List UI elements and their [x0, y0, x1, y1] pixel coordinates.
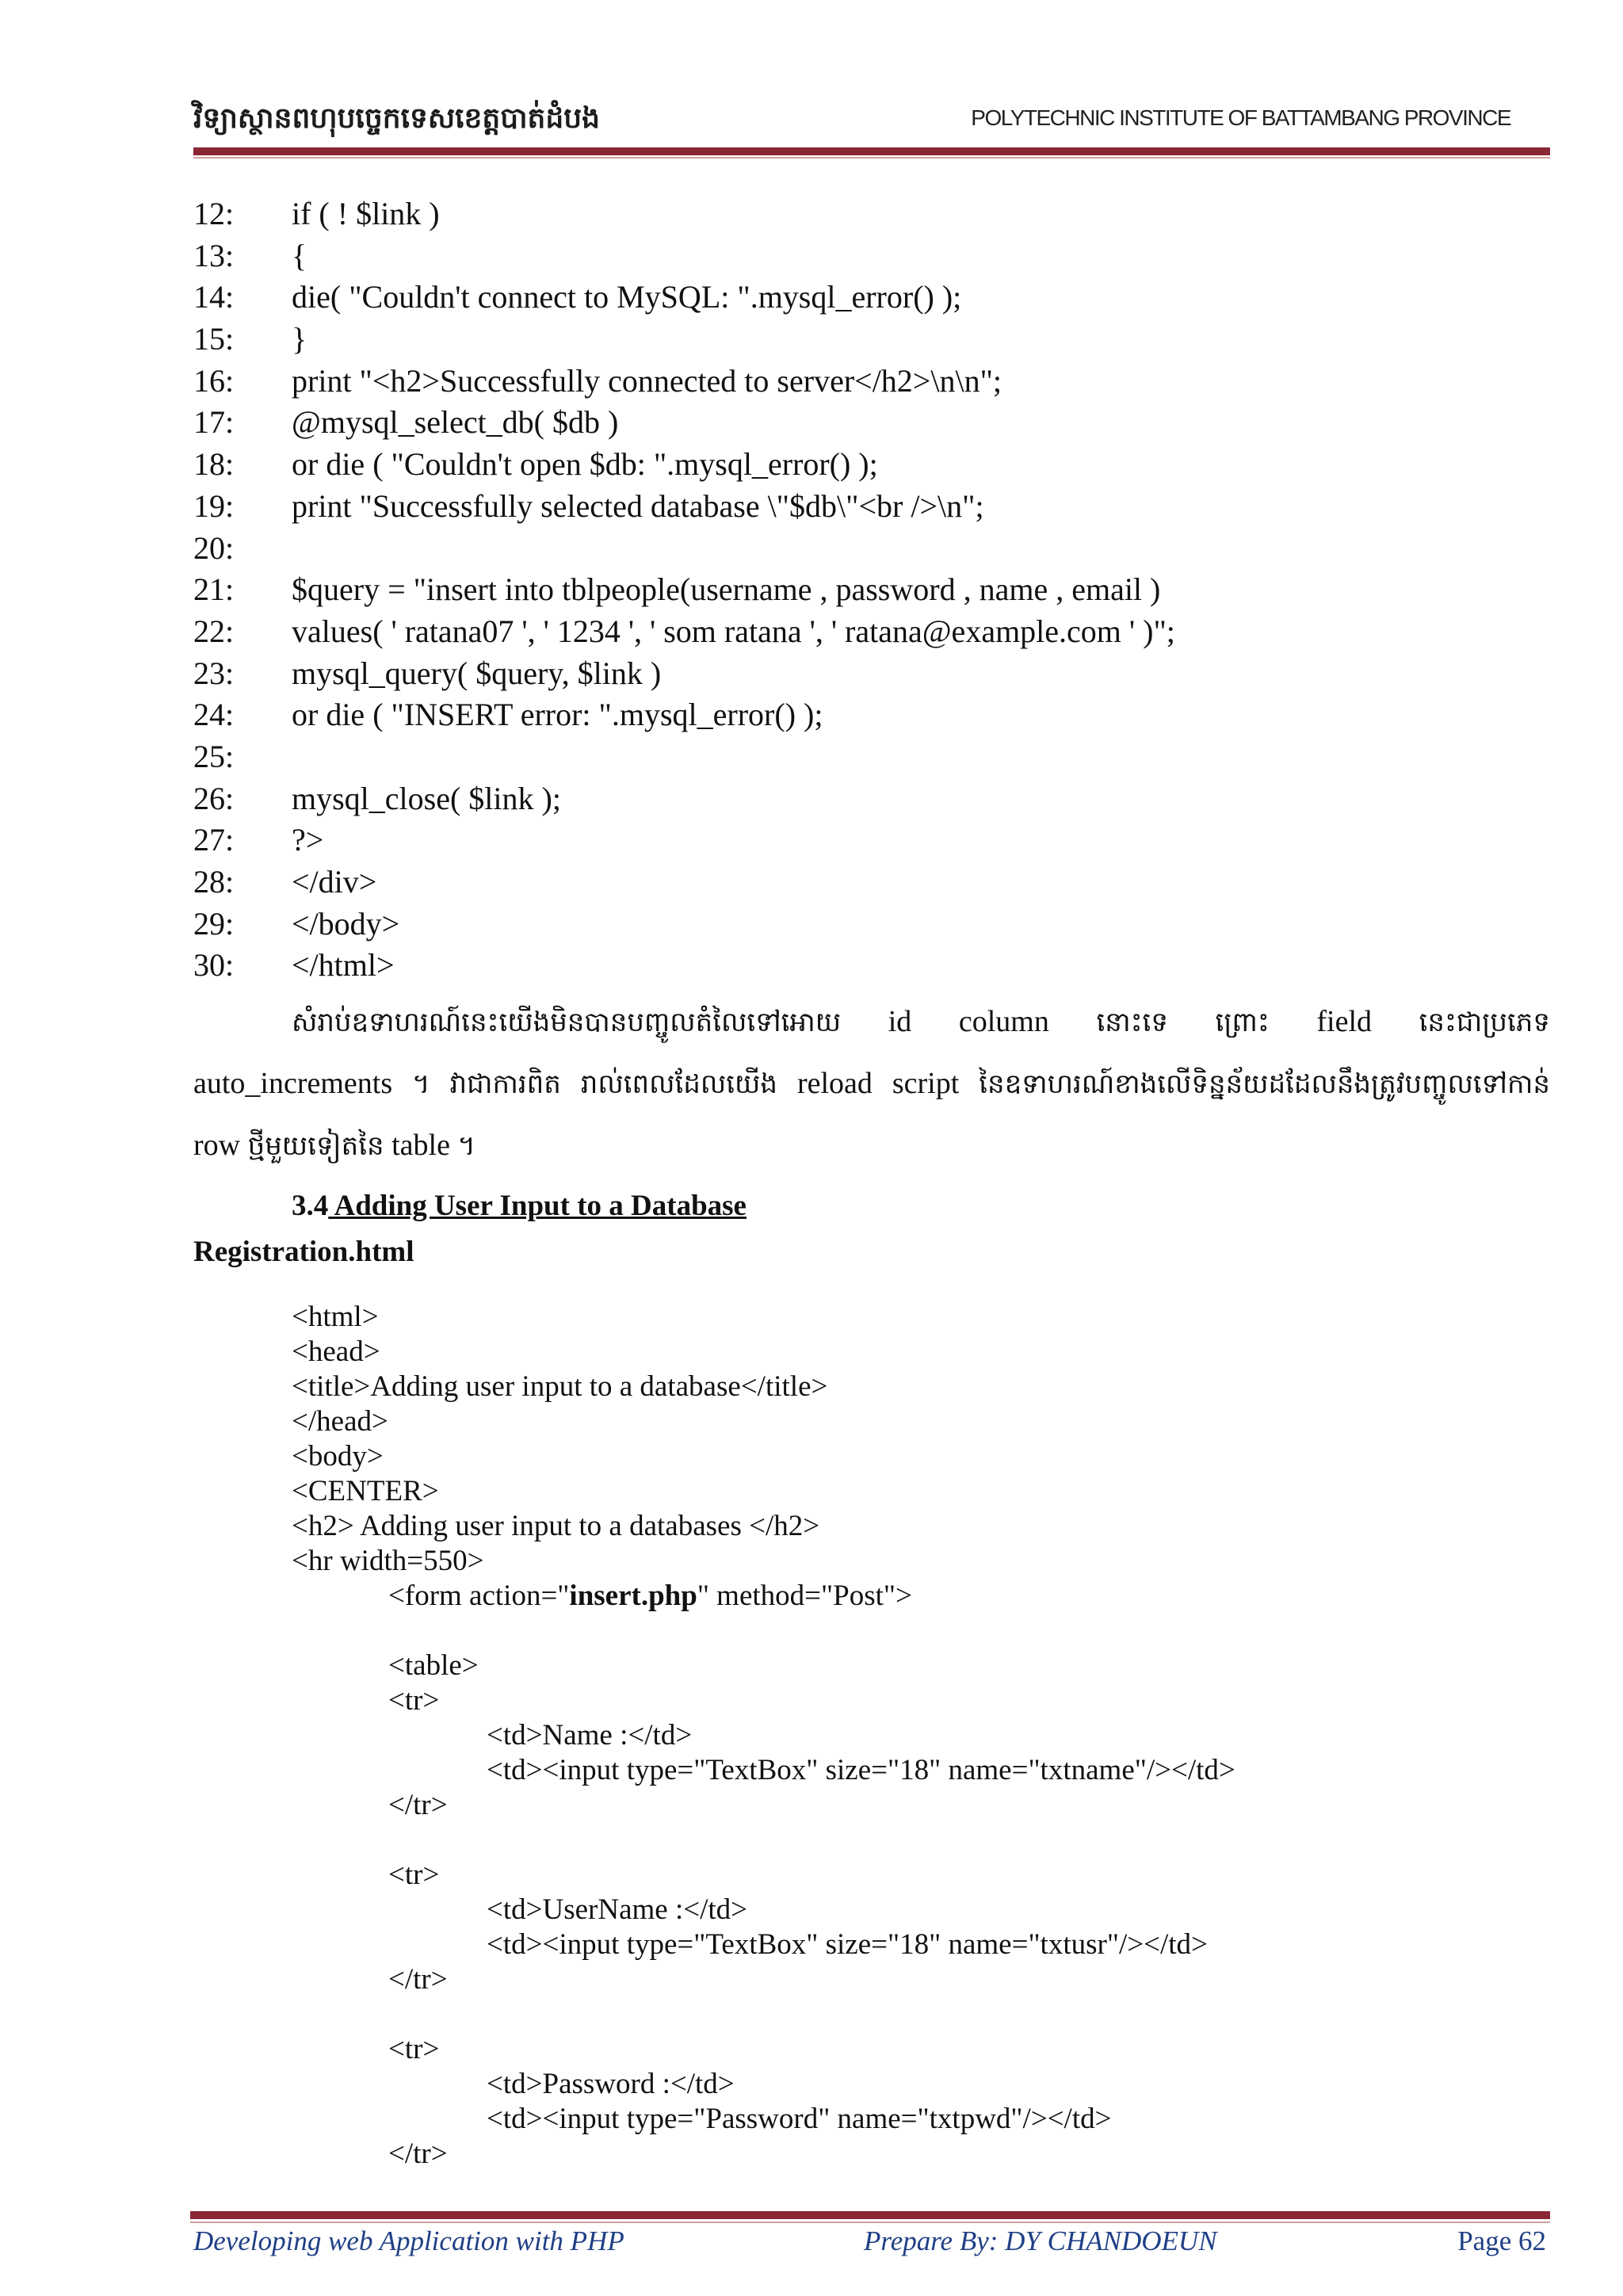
line-number: 17:	[193, 404, 235, 441]
html-line: <td><input type="TextBox" size="18" name="txtname"/></td>	[487, 1754, 1235, 1786]
line-number: 23:	[193, 655, 235, 691]
html-line: <head>	[292, 1335, 380, 1368]
html-line: <title>Adding user input to a database</title>	[292, 1370, 828, 1403]
line-number: 29:	[193, 905, 235, 942]
line-code: $query = "insert into tblpeople(username , password , name , email )	[292, 571, 1161, 608]
line-code: values( ' ratana07 ', ' 1234 ', ' som ratana ', ' ratana@example.com ' )";	[292, 613, 1175, 649]
line-number: 15:	[193, 321, 235, 357]
code-line	[193, 402, 1550, 444]
line-code: or die ( "INSERT error: ".mysql_error() );	[292, 697, 823, 733]
html-line: <html>	[292, 1301, 379, 1333]
line-number: 16:	[193, 362, 235, 399]
code-line	[193, 486, 1550, 528]
line-code: </html>	[292, 947, 395, 984]
line-code: {	[292, 237, 307, 273]
section-heading	[292, 1189, 747, 1223]
line-code: print "<h2>Successfully connected to server</h2>\n\n";	[292, 362, 1002, 399]
line-code: </div>	[292, 864, 377, 900]
code-line	[193, 193, 1550, 235]
footer-rule-thin	[190, 2222, 1550, 2223]
html-line: <tr>	[388, 2033, 440, 2065]
footer-author: Prepare By: DY CHANDOEUN	[864, 2225, 1217, 2256]
code-line	[193, 736, 1550, 778]
html-line: <td><input type="Password" name="txtpwd"/></td>	[487, 2103, 1112, 2135]
institute-name-khmer: វិទ្យាស្ថានពហុបច្ចេកទេសខេត្តបាត់ដំបង	[193, 102, 600, 135]
code-line	[193, 861, 1550, 904]
code-line	[193, 277, 1550, 319]
section-number: 3.4	[292, 1190, 329, 1222]
code-line	[193, 569, 1550, 611]
html-line: <td>Password :</td>	[487, 2068, 735, 2100]
line-number: 22:	[193, 613, 235, 649]
code-line	[193, 528, 1550, 570]
html-line: </head>	[292, 1405, 388, 1438]
php-code-listing	[193, 193, 1550, 987]
html-line: <tr>	[388, 1859, 440, 1891]
footer-course-title: Developing web Application with PHP	[193, 2225, 624, 2256]
html-line: <td>UserName :</td>	[487, 1893, 748, 1926]
page-header	[193, 94, 1550, 157]
line-number: 25:	[193, 738, 235, 774]
code-line	[193, 611, 1550, 653]
code-line	[193, 904, 1550, 946]
code-line	[193, 653, 1550, 695]
line-code: print "Successfully selected database \"$db\"<br />\n";	[292, 487, 984, 524]
code-line	[193, 819, 1550, 861]
html-line: <CENTER>	[292, 1475, 439, 1507]
section-title: Adding User Input to a Database	[334, 1190, 747, 1222]
html-line: <td>Name :</td>	[487, 1719, 693, 1752]
line-code: ?>	[292, 822, 324, 858]
line-code: mysql_query( $query, $link )	[292, 655, 662, 691]
html-line: </tr>	[388, 1963, 448, 1996]
line-number: 13:	[193, 237, 235, 273]
code-line	[193, 694, 1550, 736]
line-number: 21:	[193, 571, 235, 608]
code-line	[193, 444, 1550, 486]
header-rule	[193, 147, 1550, 155]
line-number: 14:	[193, 279, 235, 315]
header-rule-thin	[193, 157, 1550, 159]
html-line: <h2> Adding user input to a databases </h2>	[292, 1510, 820, 1542]
html-line: <body>	[292, 1440, 384, 1473]
footer-rule	[190, 2211, 1550, 2219]
line-code: if ( ! $link )	[292, 196, 440, 231]
line-code: }	[292, 321, 307, 357]
line-number: 24:	[193, 697, 235, 733]
line-code: </body>	[292, 905, 400, 942]
page-number: Page 62	[1457, 2225, 1546, 2256]
paragraph-line-3: row ថ្មីមួយទៀតនៃ table ។	[193, 1129, 475, 1162]
line-number: 27:	[193, 822, 235, 858]
html-line: <td><input type="TextBox" size="18" name="txtusr"/></td>	[487, 1928, 1208, 1961]
line-number: 19:	[193, 487, 235, 524]
html-line: <form action="insert.php" method="Post">	[388, 1580, 912, 1612]
line-code: @mysql_select_db( $db )	[292, 404, 619, 441]
html-line: <hr width=550>	[292, 1545, 484, 1577]
paragraph-line-2: auto_increments ។ វាជាការពិត រាល់ពេលដែលយើង reload script នៃឧទាហរណ៍ខាងលើទិន្នន័យដដែលនឹងត្រូវបញ្ចូលទៅកាន់	[193, 1067, 1550, 1100]
code-line	[193, 235, 1550, 277]
code-line	[193, 778, 1550, 820]
html-line: <table>	[388, 1649, 479, 1682]
paragraph-line-1: សំរាប់ឧទាហរណ៍នេះយើងមិនបានបញ្ចូលតំលៃទៅអោយ id column នោះទេ ព្រោះ field នេះជាប្រភេទ	[292, 1005, 1550, 1038]
code-line	[193, 319, 1550, 361]
html-line: </tr>	[388, 2137, 448, 2170]
line-number: 26:	[193, 780, 235, 816]
code-line	[193, 361, 1550, 403]
line-number: 20:	[193, 529, 235, 566]
file-name: Registration.html	[193, 1236, 414, 1268]
line-number: 28:	[193, 864, 235, 900]
code-line	[193, 945, 1550, 987]
html-line: </tr>	[388, 1789, 448, 1821]
line-code: die( "Couldn't connect to MySQL: ".mysql_error() );	[292, 279, 962, 315]
line-number: 12:	[193, 196, 235, 231]
line-number: 18:	[193, 446, 235, 483]
line-number: 30:	[193, 947, 235, 984]
line-code: mysql_close( $link );	[292, 780, 561, 816]
institute-name-english: POLYTECHNIC INSTITUTE OF BATTAMBANG PROVINCE	[971, 105, 1510, 130]
line-code: or die ( "Couldn't open $db: ".mysql_error() );	[292, 446, 878, 483]
html-line: <tr>	[388, 1684, 440, 1717]
